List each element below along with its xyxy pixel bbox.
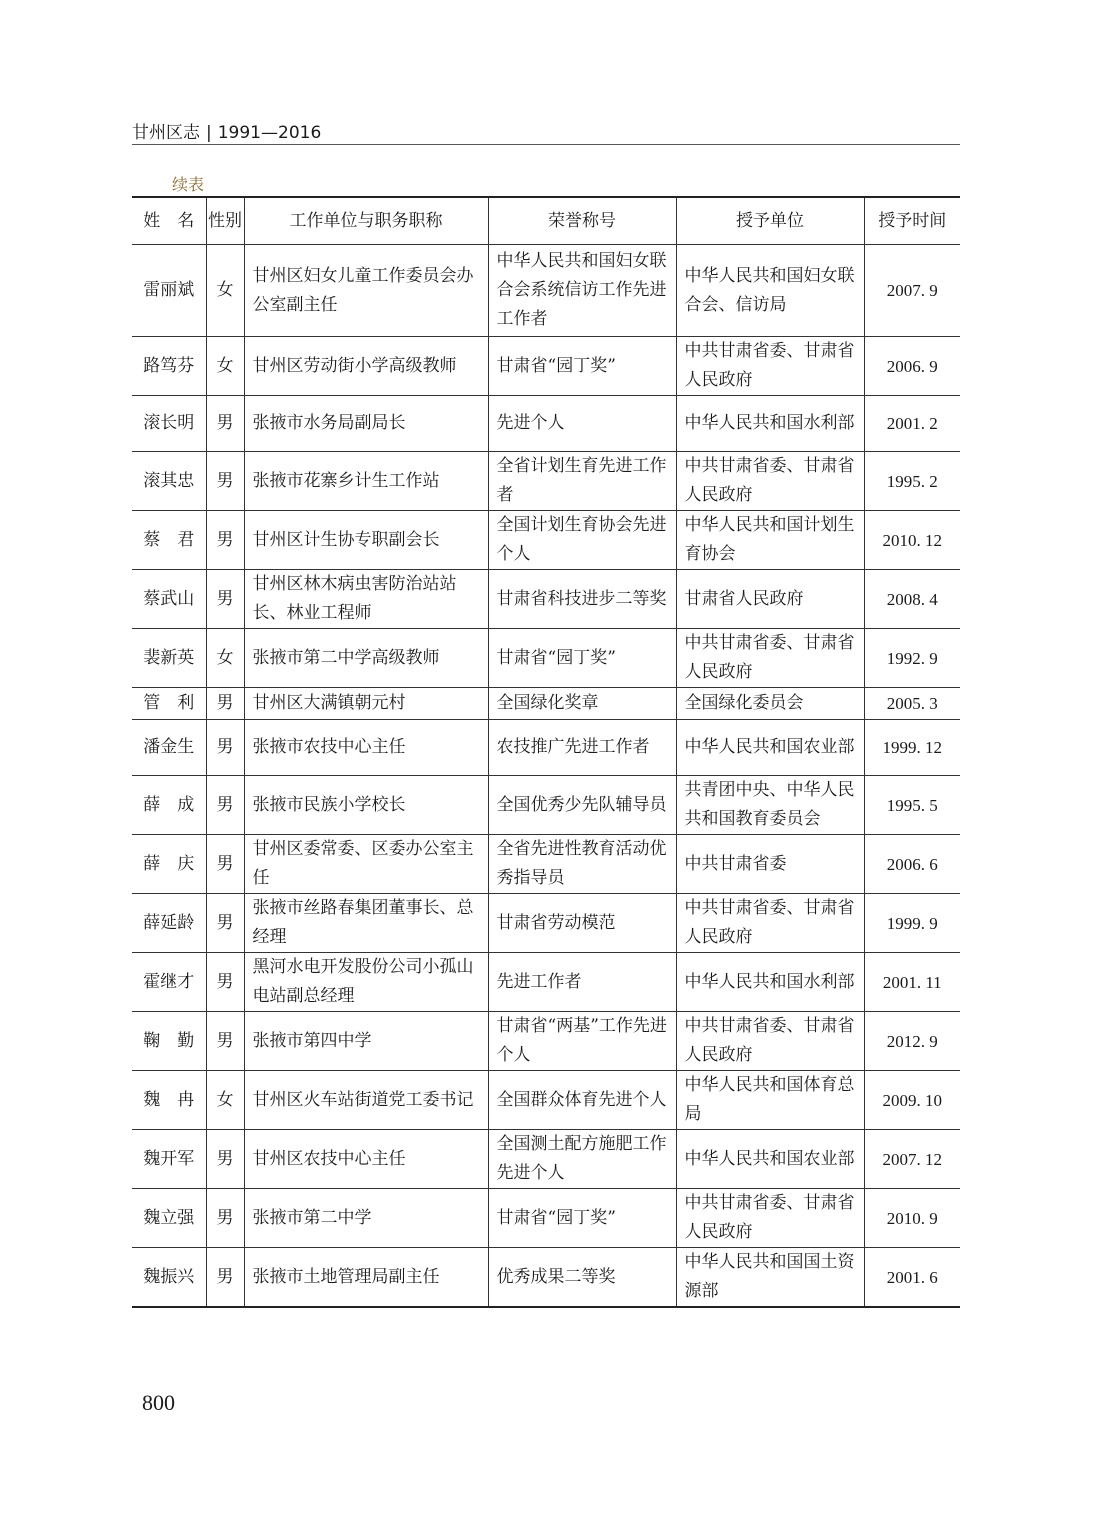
cell-name: 魏开军 <box>132 1130 206 1189</box>
cell-workplace: 黑河水电开发股份公司小孤山电站副总经理 <box>244 953 488 1012</box>
cell-date: 1999. 12 <box>864 720 960 776</box>
cell-honor: 全国绿化奖章 <box>488 688 676 720</box>
table-row <box>132 1189 960 1248</box>
cell-awarder: 中华人民共和国妇女联合会、信访局 <box>676 245 864 337</box>
cell-honor: 甘肃省科技进步二等奖 <box>488 570 676 629</box>
cell-gender: 女 <box>206 245 244 337</box>
table-row <box>132 1248 960 1308</box>
cell-date: 1999. 9 <box>864 894 960 953</box>
cell-date: 2005. 3 <box>864 688 960 720</box>
cell-workplace: 张掖市第二中学 <box>244 1189 488 1248</box>
table-row <box>132 337 960 396</box>
cell-honor: 先进工作者 <box>488 953 676 1012</box>
cell-workplace: 甘州区计生协专职副会长 <box>244 511 488 570</box>
cell-name: 蔡武山 <box>132 570 206 629</box>
cell-name: 管 利 <box>132 688 206 720</box>
table-row <box>132 245 960 337</box>
table-row <box>132 570 960 629</box>
cell-name: 裴新英 <box>132 629 206 688</box>
header-honor: 荣誉称号 <box>488 197 676 245</box>
cell-date: 1992. 9 <box>864 629 960 688</box>
cell-workplace: 张掖市水务局副局长 <box>244 396 488 452</box>
header-name: 姓 名 <box>132 197 206 245</box>
cell-workplace: 张掖市花寨乡计生工作站 <box>244 452 488 511</box>
cell-workplace: 张掖市丝路春集团董事长、总经理 <box>244 894 488 953</box>
table-row <box>132 1071 960 1130</box>
cell-honor: 全国计划生育协会先进个人 <box>488 511 676 570</box>
cell-name: 薛 成 <box>132 776 206 835</box>
cell-honor: 全省计划生育先进工作者 <box>488 452 676 511</box>
cell-date: 1995. 5 <box>864 776 960 835</box>
cell-awarder: 中共甘肃省委、甘肃省人民政府 <box>676 452 864 511</box>
cell-honor: 全国优秀少先队辅导员 <box>488 776 676 835</box>
table-row <box>132 629 960 688</box>
book-title: 甘州区志 <box>132 123 200 143</box>
cell-name: 魏 冉 <box>132 1071 206 1130</box>
header-separator: | <box>206 123 212 143</box>
cell-date: 2007. 12 <box>864 1130 960 1189</box>
cell-awarder: 甘肃省人民政府 <box>676 570 864 629</box>
cell-awarder: 中共甘肃省委、甘肃省人民政府 <box>676 629 864 688</box>
cell-gender: 女 <box>206 337 244 396</box>
running-header <box>132 118 960 145</box>
continued-label: 续表 <box>172 175 205 194</box>
cell-gender: 男 <box>206 1012 244 1071</box>
cell-honor: 先进个人 <box>488 396 676 452</box>
table-row <box>132 688 960 720</box>
cell-workplace: 甘州区委常委、区委办公室主任 <box>244 835 488 894</box>
cell-name: 滚长明 <box>132 396 206 452</box>
cell-gender: 男 <box>206 1130 244 1189</box>
cell-date: 2006. 6 <box>864 835 960 894</box>
cell-honor: 农技推广先进工作者 <box>488 720 676 776</box>
cell-workplace: 甘州区林木病虫害防治站站长、林业工程师 <box>244 570 488 629</box>
cell-date: 2009. 10 <box>864 1071 960 1130</box>
cell-name: 魏立强 <box>132 1189 206 1248</box>
cell-honor: 甘肃省劳动模范 <box>488 894 676 953</box>
cell-awarder: 中华人民共和国农业部 <box>676 1130 864 1189</box>
cell-workplace: 张掖市农技中心主任 <box>244 720 488 776</box>
cell-date: 2010. 9 <box>864 1189 960 1248</box>
cell-gender: 男 <box>206 720 244 776</box>
cell-honor: 全省先进性教育活动优秀指导员 <box>488 835 676 894</box>
cell-gender: 男 <box>206 894 244 953</box>
cell-date: 1995. 2 <box>864 452 960 511</box>
cell-gender: 男 <box>206 396 244 452</box>
cell-awarder: 中共甘肃省委 <box>676 835 864 894</box>
page-number: 800 <box>142 1390 175 1415</box>
cell-name: 路笃芬 <box>132 337 206 396</box>
cell-awarder: 中共甘肃省委、甘肃省人民政府 <box>676 894 864 953</box>
cell-date: 2008. 4 <box>864 570 960 629</box>
cell-name: 蔡 君 <box>132 511 206 570</box>
cell-workplace: 张掖市第四中学 <box>244 1012 488 1071</box>
cell-workplace: 张掖市民族小学校长 <box>244 776 488 835</box>
header-gender: 性别 <box>206 197 244 245</box>
cell-name: 薛 庆 <box>132 835 206 894</box>
cell-date: 2001. 6 <box>864 1248 960 1308</box>
cell-name: 滚其忠 <box>132 452 206 511</box>
cell-awarder: 全国绿化委员会 <box>676 688 864 720</box>
cell-honor: 全国测土配方施肥工作先进个人 <box>488 1130 676 1189</box>
cell-date: 2006. 9 <box>864 337 960 396</box>
cell-awarder: 中华人民共和国水利部 <box>676 953 864 1012</box>
cell-date: 2001. 2 <box>864 396 960 452</box>
cell-gender: 男 <box>206 776 244 835</box>
cell-honor: 甘肃省“园丁奖” <box>488 1189 676 1248</box>
cell-awarder: 中华人民共和国体育总局 <box>676 1071 864 1130</box>
table-body <box>132 245 960 1308</box>
cell-awarder: 中共甘肃省委、甘肃省人民政府 <box>676 1189 864 1248</box>
table-row <box>132 720 960 776</box>
cell-gender: 男 <box>206 452 244 511</box>
cell-date: 2012. 9 <box>864 1012 960 1071</box>
cell-name: 雷丽斌 <box>132 245 206 337</box>
cell-gender: 男 <box>206 570 244 629</box>
cell-gender: 男 <box>206 511 244 570</box>
cell-gender: 男 <box>206 835 244 894</box>
table-row <box>132 511 960 570</box>
table-row <box>132 953 960 1012</box>
cell-awarder: 中华人民共和国农业部 <box>676 720 864 776</box>
cell-awarder: 共青团中央、中华人民共和国教育委员会 <box>676 776 864 835</box>
cell-awarder: 中华人民共和国水利部 <box>676 396 864 452</box>
table-row <box>132 835 960 894</box>
cell-honor: 甘肃省“园丁奖” <box>488 629 676 688</box>
table-row <box>132 894 960 953</box>
cell-honor: 甘肃省“两基”工作先进个人 <box>488 1012 676 1071</box>
cell-workplace: 甘州区火车站街道党工委书记 <box>244 1071 488 1130</box>
honors-table <box>132 196 960 1308</box>
cell-awarder: 中华人民共和国计划生育协会 <box>676 511 864 570</box>
table-header-row <box>132 197 960 245</box>
cell-gender: 女 <box>206 1071 244 1130</box>
header-workplace: 工作单位与职务职称 <box>244 197 488 245</box>
cell-date: 2007. 9 <box>864 245 960 337</box>
cell-workplace: 甘州区大满镇朝元村 <box>244 688 488 720</box>
cell-awarder: 中共甘肃省委、甘肃省人民政府 <box>676 1012 864 1071</box>
cell-honor: 中华人民共和国妇女联合会系统信访工作先进工作者 <box>488 245 676 337</box>
table-row <box>132 776 960 835</box>
cell-honor: 优秀成果二等奖 <box>488 1248 676 1308</box>
cell-honor: 全国群众体育先进个人 <box>488 1071 676 1130</box>
cell-name: 魏振兴 <box>132 1248 206 1308</box>
cell-gender: 男 <box>206 1248 244 1308</box>
header-date: 授予时间 <box>864 197 960 245</box>
cell-name: 霍继才 <box>132 953 206 1012</box>
cell-workplace: 张掖市土地管理局副主任 <box>244 1248 488 1308</box>
cell-workplace: 张掖市第二中学高级教师 <box>244 629 488 688</box>
cell-gender: 女 <box>206 629 244 688</box>
table-row <box>132 452 960 511</box>
cell-workplace: 甘州区劳动街小学高级教师 <box>244 337 488 396</box>
table-row <box>132 1130 960 1189</box>
cell-date: 2010. 12 <box>864 511 960 570</box>
table-row <box>132 1012 960 1071</box>
cell-gender: 男 <box>206 688 244 720</box>
cell-awarder: 中华人民共和国国土资源部 <box>676 1248 864 1308</box>
cell-workplace: 甘州区妇女儿童工作委员会办公室副主任 <box>244 245 488 337</box>
cell-name: 薛延龄 <box>132 894 206 953</box>
table-row <box>132 396 960 452</box>
header-awarder: 授予单位 <box>676 197 864 245</box>
cell-gender: 男 <box>206 953 244 1012</box>
cell-name: 鞠 勤 <box>132 1012 206 1071</box>
cell-honor: 甘肃省“园丁奖” <box>488 337 676 396</box>
cell-date: 2001. 11 <box>864 953 960 1012</box>
cell-gender: 男 <box>206 1189 244 1248</box>
cell-name: 潘金生 <box>132 720 206 776</box>
cell-workplace: 甘州区农技中心主任 <box>244 1130 488 1189</box>
cell-awarder: 中共甘肃省委、甘肃省人民政府 <box>676 337 864 396</box>
book-years: 1991—2016 <box>217 123 322 143</box>
